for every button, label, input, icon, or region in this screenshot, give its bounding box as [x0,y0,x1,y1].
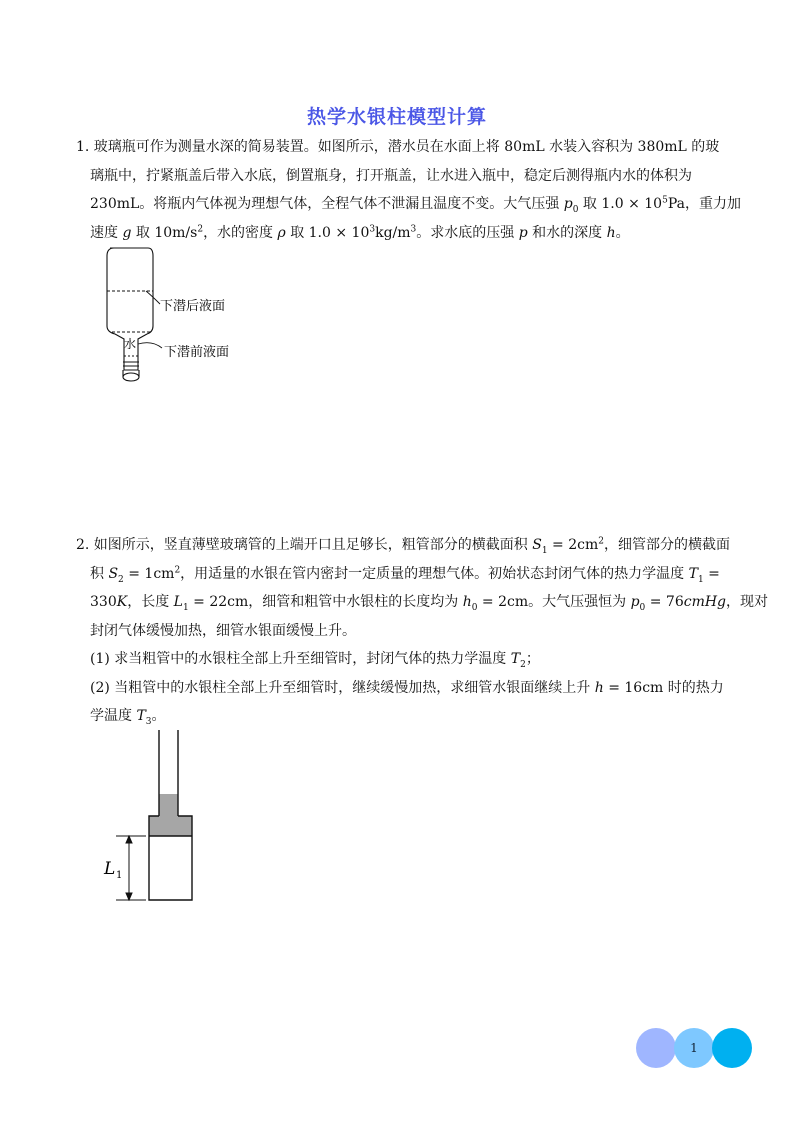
tube-figure [96,724,236,908]
page-number: 1 [690,1041,698,1055]
question-2 [76,531,769,731]
q2-line: (2) 当粗管中的水银柱全部上升至细管时，继续缓慢加热，求细管水银面继续上升 h = 16cm 时的热力 [90,679,724,696]
mercury-thin [159,794,178,816]
label-L1: L [104,859,116,879]
q2-line: 积 $S_2 = 1cm^2$，用适量的水银在管内密封一定质量的理想气体。初始状态封闭气体的热力学温度 $T_1$ = [90,564,720,585]
q1-line: 230mL。将瓶内气体视为理想气体，全程气体不泄漏且温度不变。大气压强 $p_0$ 取 $1.0 \times 10^5Pa$，重力加 [90,195,741,215]
label-after-dive: 下潜后液面 [160,299,226,314]
page-title: 热学水银柱模型计算 [306,106,487,128]
q2-line: 学温度 $T_3$。 [90,708,166,727]
q2-line: 封闭气体缓慢加热，细管水银面缓慢上升。 [90,622,356,639]
q1-line: 1. 玻璃瓶可作为测量水深的简易装置。如图所示，潜水员在水面上将 80mL 水装入容积为 380mL 的玻 [76,139,720,155]
q1-line: 璃瓶中，拧紧瓶盖后带入水底，倒置瓶身，打开瓶盖，让水进入瓶中，稳定后测得瓶内水的体积为 [90,167,692,184]
label-before-dive: 下潜前液面 [164,345,230,360]
q2-line: 330K，长度 $L_1 = 22cm$，细管和粗管中水银柱的长度均为 $h_0 = 2cm$。大气压强恒为 $p_0$ = 76cmHg，现对 [90,594,769,613]
pager-dot [712,1028,752,1068]
question-1 [76,133,741,247]
q2-line: (1) 求当粗管中的水银柱全部上升至细管时，封闭气体的热力学温度 $T_2$； [90,651,540,670]
page-indicator [636,1028,752,1068]
pager-dot [636,1028,676,1068]
label-water: 水 [124,337,137,351]
bottle-figure [96,244,276,394]
mercury-thick [149,816,192,836]
q2-line: 2. 如图所示，竖直薄壁玻璃管的上端开口且足够长，粗管部分的横截面积 $S_1 = 2cm^2$，细管部分的横截面 [76,536,730,556]
label-L1-sub: 1 [116,870,123,881]
q1-line: 速度 g 取 $10m/s^2$，水的密度 ρ 取 $1.0 \times 10^3kg/m^3$。求水底的压强 p 和水的深度 h。 [90,223,630,241]
